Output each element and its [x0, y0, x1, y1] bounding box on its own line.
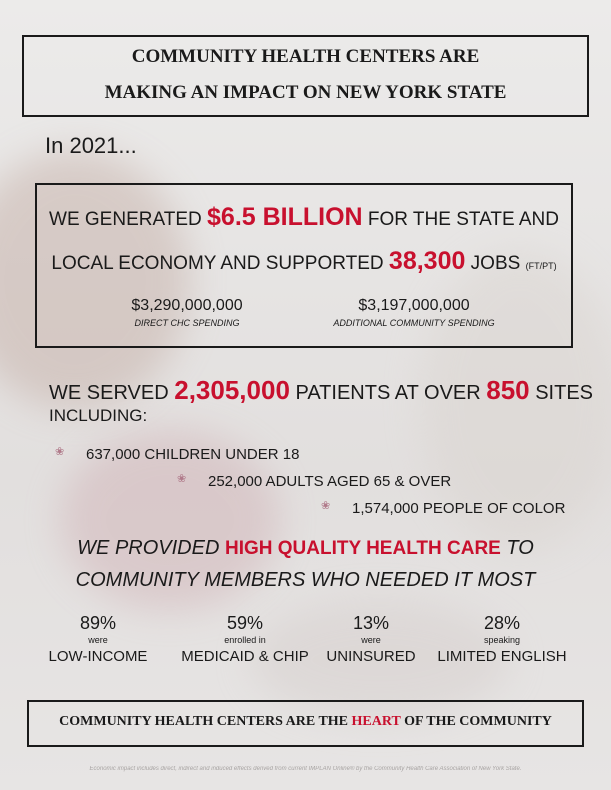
community-spending — [309, 297, 519, 328]
patients-mid: PATIENTS AT OVER — [295, 382, 481, 404]
direct-spending — [87, 297, 287, 328]
stat-medicaid — [175, 613, 315, 665]
flower-bullet-icon: ❀ — [55, 446, 65, 458]
flower-bullet-icon: ❀ — [177, 473, 187, 485]
patient-group-children: 637,000 CHILDREN UNDER 18 — [86, 446, 300, 463]
footer-box — [27, 700, 584, 747]
footer-pre: COMMUNITY HEALTH CENTERS ARE THE — [59, 714, 349, 729]
quality-highlight: HIGH QUALITY HEALTH CARE — [224, 538, 501, 559]
stat-pct: 89% — [79, 613, 117, 633]
including-label: INCLUDING: — [49, 406, 148, 425]
stat-label: UNINSURED — [326, 648, 416, 665]
stat-label: LOW-INCOME — [48, 648, 148, 665]
patients-pre: WE SERVED — [49, 382, 169, 404]
patients-count: 2,305,000 — [174, 375, 290, 405]
stat-limited-english — [432, 613, 572, 665]
patients-line — [49, 375, 593, 406]
header-box — [22, 35, 589, 117]
quality-post: TO — [506, 537, 534, 559]
economic-post-2: JOBS — [470, 253, 521, 274]
sites-count: 850 — [486, 375, 530, 405]
direct-spending-label: DIRECT CHC SPENDING — [134, 318, 240, 328]
stat-pct: 59% — [226, 613, 264, 633]
flower-bullet-icon: ❀ — [321, 500, 331, 512]
footer-text — [29, 714, 582, 730]
community-spending-value: $3,197,000,000 — [358, 297, 470, 314]
economic-line-2 — [37, 247, 571, 276]
footer-highlight: HEART — [351, 714, 401, 729]
economic-line-1 — [37, 203, 571, 232]
jobs-note: (FT/PT) — [525, 261, 557, 271]
stat-sub: were — [88, 635, 108, 645]
quality-line-2: COMMUNITY MEMBERS WHO NEEDED IT MOST — [75, 569, 536, 591]
header-line-1: COMMUNITY HEALTH CENTERS ARE — [131, 46, 480, 67]
year-intro: In 2021... — [45, 133, 137, 158]
footnote: Economic impact includes direct, indirect and induced effects derived from current IMPLAN Online® by the Community Health Care Association of New York State. — [89, 766, 522, 772]
stat-sub: speaking — [483, 635, 521, 645]
economic-pre-2: LOCAL ECONOMY AND SUPPORTED — [51, 253, 384, 274]
patients-post: SITES — [535, 382, 594, 404]
jobs-count: 38,300 — [388, 247, 466, 275]
stat-sub: enrolled in — [224, 635, 266, 645]
stat-pct: 13% — [352, 613, 390, 633]
economic-post-1: FOR THE STATE AND — [367, 209, 559, 230]
quality-pre: WE PROVIDED — [77, 537, 220, 559]
footer-post: OF THE COMMUNITY — [404, 714, 552, 729]
economic-impact-box — [35, 183, 573, 348]
header-line-2: MAKING AN IMPACT ON NEW YORK STATE — [104, 82, 507, 103]
quality-line-1 — [0, 537, 611, 560]
patient-group-adults: 252,000 ADULTS AGED 65 & OVER — [208, 473, 452, 490]
stat-sub: were — [361, 635, 381, 645]
direct-spending-value: $3,290,000,000 — [131, 297, 243, 314]
community-spending-label: ADDITIONAL COMMUNITY SPENDING — [333, 318, 495, 328]
economic-amount: $6.5 BILLION — [207, 203, 363, 231]
stat-label: LIMITED ENGLISH — [437, 648, 567, 665]
stat-label: MEDICAID & CHIP — [181, 648, 309, 665]
stat-uninsured — [318, 613, 424, 665]
patient-group-color: 1,574,000 PEOPLE OF COLOR — [352, 500, 566, 517]
economic-pre-1: WE GENERATED — [49, 209, 202, 230]
stat-low-income — [38, 613, 158, 665]
stat-pct: 28% — [483, 613, 521, 633]
